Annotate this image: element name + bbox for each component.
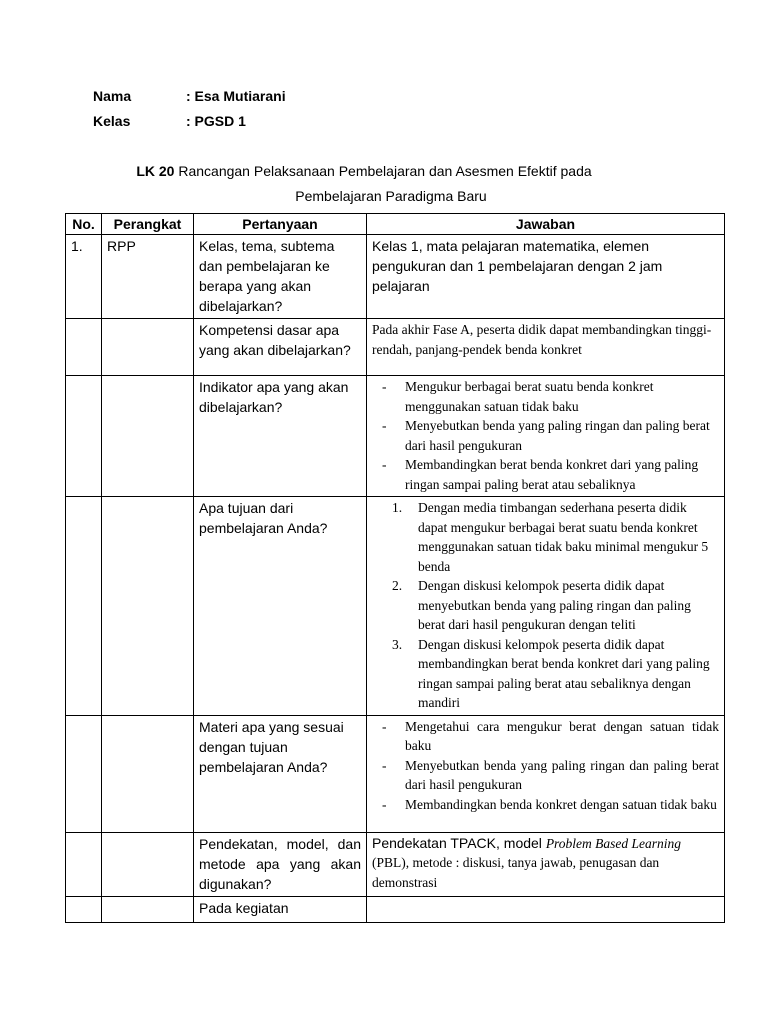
cell-jawaban xyxy=(367,832,725,896)
list-item xyxy=(372,576,719,635)
cell-pertanyaan: Apa tujuan dari pembelajaran Anda? xyxy=(194,497,367,716)
lk-number: LK 20 xyxy=(136,163,175,179)
list-number: 3. xyxy=(392,636,403,652)
list-item xyxy=(372,498,719,576)
table-row xyxy=(66,715,725,832)
list-item: - Menyebutkan benda yang paling ringan dan paling berat dari hasil pengukuran xyxy=(372,416,719,455)
list-item: - Membandingkan berat benda konkret dari yang paling ringan sampai paling berat atau sebaliknya xyxy=(372,455,719,494)
nama-label: Nama xyxy=(93,88,132,104)
cell-pertanyaan: Pada kegiatan xyxy=(194,896,367,922)
jawaban-part-a: Pendekatan TPACK, model xyxy=(372,834,546,851)
cell-jawaban xyxy=(367,715,725,832)
table-row xyxy=(66,497,725,716)
header-jawaban: Jawaban xyxy=(367,214,725,235)
cell-pertanyaan: Kelas, tema, subtema dan pembelajaran ke berapa yang akan dibelajarkan? xyxy=(194,235,367,319)
cell-jawaban xyxy=(367,497,725,716)
list-number: 2. xyxy=(392,578,403,593)
cell-perangkat xyxy=(102,896,194,922)
kelas-value: : PGSD 1 xyxy=(186,113,246,129)
cell-no xyxy=(66,497,102,716)
cell-no: 1. xyxy=(66,235,102,319)
cell-perangkat xyxy=(102,319,194,376)
list-item: - Mengukur berbagai berat suatu benda konkret menggunakan satuan tidak baku xyxy=(372,377,719,416)
cell-no xyxy=(66,896,102,922)
kelas-row xyxy=(93,113,246,129)
list-item: - Mengetahui cara mengukur berat dengan satuan tidak baku xyxy=(372,717,719,756)
table-row xyxy=(66,896,725,922)
header-perangkat: Perangkat xyxy=(102,214,194,235)
cell-jawaban xyxy=(367,376,725,497)
list-text: Dengan diskusi kelompok peserta didik dapat membandingkan berat benda konkret dari yang paling ringan sampai paling berat atau sebaliknya dengan mandiri xyxy=(418,636,710,710)
cell-pertanyaan: Kompetensi dasar apa yang akan dibelajarkan? xyxy=(194,319,367,376)
cell-perangkat xyxy=(102,715,194,832)
list-text: Dengan diskusi kelompok peserta didik dapat menyebutkan benda yang paling ringan dan paling berat dari hasil pengukuran dengan teliti xyxy=(418,578,691,632)
cell-perangkat xyxy=(102,832,194,896)
table-row xyxy=(66,832,725,896)
table-row xyxy=(66,376,725,497)
nama-value: : Esa Mutiarani xyxy=(186,88,286,104)
document-title-line1 xyxy=(0,158,748,184)
jawaban-italic: Problem Based Learning xyxy=(545,835,682,851)
cell-no xyxy=(66,376,102,497)
cell-no xyxy=(66,832,102,896)
table-header-row xyxy=(66,214,725,235)
cell-jawaban xyxy=(367,896,725,922)
cell-perangkat xyxy=(102,376,194,497)
list-text: Dengan media timbangan sederhana peserta didik dapat mengukur berbagai berat suatu benda konkret menggunakan satuan tidak baku minimal mengukur 5 benda xyxy=(418,500,709,574)
kelas-label: Kelas xyxy=(93,113,131,129)
cell-pertanyaan: Indikator apa yang akan dibelajarkan? xyxy=(194,376,367,497)
table-row xyxy=(66,235,725,319)
cell-perangkat: RPP xyxy=(102,235,194,319)
header-pertanyaan: Pertanyaan xyxy=(194,214,367,235)
cell-perangkat xyxy=(102,497,194,716)
cell-pertanyaan: Materi apa yang sesuai dengan tujuan pembelajaran Anda? xyxy=(194,715,367,832)
jawaban-part-b: (PBL), metode : diskusi, tanya jawab, penugasan dan demonstrasi xyxy=(372,855,660,890)
list-number: 1. xyxy=(392,500,403,515)
table-row xyxy=(66,319,725,376)
document-title-line2: Pembelajaran Paradigma Baru xyxy=(295,188,487,204)
worksheet-table xyxy=(65,213,725,923)
cell-jawaban: Kelas 1, mata pelajaran matematika, elemen pengukuran dan 1 pembelajaran dengan 2 jam pelajaran xyxy=(367,235,725,319)
header-no: No. xyxy=(66,214,102,235)
list-item: - Membandingkan benda konkret dengan satuan tidak baku xyxy=(372,795,719,815)
cell-no xyxy=(66,715,102,832)
list-item xyxy=(372,635,719,713)
cell-pertanyaan: Pendekatan, model, dan metode apa yang akan digunakan? xyxy=(194,832,367,896)
cell-no xyxy=(66,319,102,376)
title-text-line1: Rancangan Pelaksanaan Pembelajaran dan Asesmen Efektif pada xyxy=(174,163,592,179)
list-item: - Menyebutkan benda yang paling ringan dan paling berat dari hasil pengukuran xyxy=(372,756,719,795)
cell-jawaban: Pada akhir Fase A, peserta didik dapat membandingkan tinggi-rendah, panjang-pendek benda konkret xyxy=(367,319,725,376)
nama-row xyxy=(93,88,286,104)
